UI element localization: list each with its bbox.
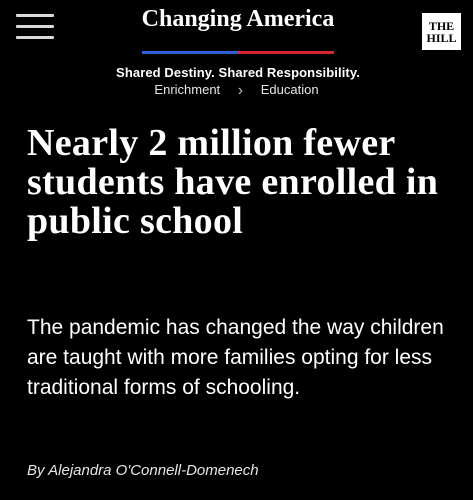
breadcrumb [0,82,473,100]
brand[interactable] [110,6,366,80]
breadcrumb-education[interactable]: Education [260,82,319,97]
brand-tagline: Shared Destiny. Shared Responsibility. [116,65,360,80]
site-header [0,0,473,80]
article-headline: Nearly 2 million fewer students have enrolled in public school [27,122,439,242]
byline-prefix: By [27,462,45,479]
hamburger-menu-icon[interactable] [16,14,54,42]
article-dek: The pandemic has changed the way children are taught with more families opting for less traditional forms of schooling. [27,316,444,399]
the-hill-logo[interactable]: THE HILL [422,13,461,50]
breadcrumb-enrichment[interactable]: Enrichment [154,82,221,97]
brand-underline [142,34,335,37]
brand-title[interactable]: Changing America [142,6,335,38]
article-byline [27,462,457,479]
author-link[interactable]: Alejandra O'Connell-Domenech [48,462,259,479]
chevron-right-icon: › [237,82,244,99]
